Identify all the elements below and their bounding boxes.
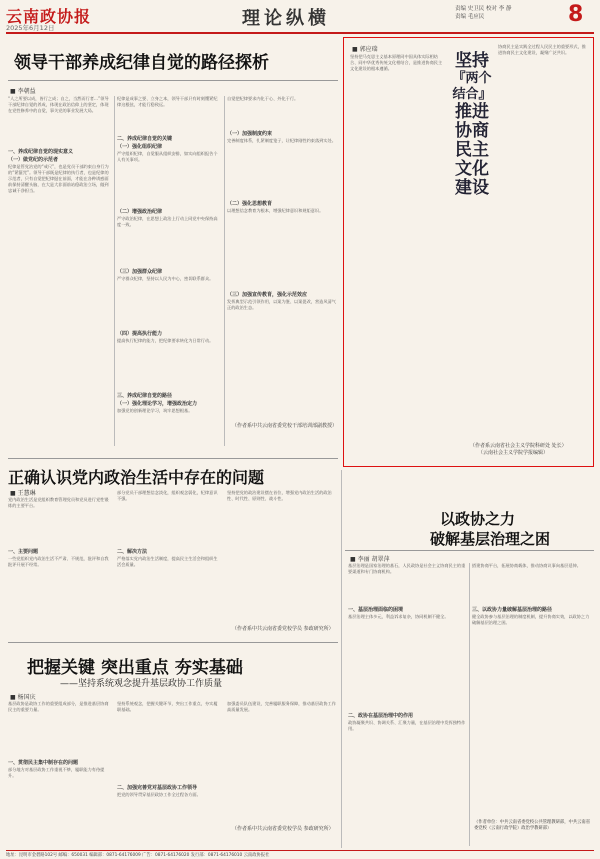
article-body: 自觉把纪律要求内化于心、外化于行。 (227, 96, 299, 101)
divider (8, 458, 338, 459)
section-subhead: 三、养成纪律自觉的路径 (117, 393, 173, 399)
feature-body: 协商民主是实践全过程人民民主的重要形式，推进协商民主文化建设，凝聚广泛共识。 (498, 44, 586, 56)
section-subhead: 一、主要问题 (8, 549, 39, 555)
section-subhead: （一）加强制度约束 (227, 131, 273, 137)
article-body: 严守群众纪律，坚持以人民为中心，密切联系群众。 (117, 276, 214, 281)
section-title: 理论纵横 (242, 8, 330, 29)
masthead-rule (6, 32, 594, 34)
section-subhead: （二）增强政治纪律 (117, 209, 163, 215)
section-subhead: （三）加强宣传教育，强化示范效应 (227, 292, 308, 298)
section-subhead: 一、养成纪律自觉的现实意义 (8, 149, 74, 155)
article-body: 一些党组织党内政治生活不严肃、不规范，批评和自我批评开展不经常。 (8, 556, 109, 568)
feature-title-line: 推进协商民主文化建设 (455, 102, 489, 198)
article-signoff: （作者系中共云南省委党校学员 参政研究所） (232, 826, 334, 832)
section-subhead: 二、政协在基层治理中的作用 (348, 713, 414, 719)
article-body: 坚持把党的政治建设摆在首位，增强党内政治生活的政治性、时代性、原则性、战斗性。 (227, 490, 332, 502)
page-footer: 地址：昆明市金碧路102号 邮编：650031 编辑部：0871-64176009 广告：0871-64176020 发行部：0871-64176010 云南政协报社 (6, 850, 594, 858)
article-author: ■ 杨国庆 (10, 694, 36, 701)
article-body: 纪律是管党治党的“戒尺”，也是党员干部约束自身行为的“紧箍咒”。领导干部既是纪律的执行者，也是纪律的示范者，只有自觉把纪律挺在前面，才能在各种诱惑面前保持清醒头脑，在大是大非面前站稳政治立场，做到忠诚干净担当。 (8, 164, 109, 194)
feature-author: ■ 郭应瑞 (352, 46, 378, 53)
article-body: 基层治理主体多元，利益诉求复杂，协同机制不健全。 (348, 614, 449, 619)
divider (8, 642, 338, 643)
article-signoff: （作者系中共云南省委党校干部培训部副教授） (232, 423, 338, 429)
feature-title (452, 52, 492, 198)
article-body: 严守组织纪律，自觉服从组织安排，如实向组织报告个人有关事项。 (117, 151, 218, 163)
column-rule (469, 563, 470, 846)
article-body: 加强委员队伍建设，完善履职服务保障，推动基层政协工作高质量发展。 (227, 701, 336, 713)
article-title: 正确认识党内政治生活中存在的问题 (8, 468, 265, 487)
section-subhead: （三）加强群众纪律 (117, 269, 163, 275)
article-body: 纪律是成事之要、立身之本，领导干部只有时刻绷紧纪律这根弦，才能行稳致远。 (117, 96, 218, 108)
article-body: 加强党的创新理论学习，筑牢思想根基。 (117, 408, 193, 413)
article-body: 把党的领导贯穿基层政协工作全过程各方面。 (117, 792, 201, 797)
section-subhead: 一、基层治理面临的困境 (348, 607, 404, 613)
article-subtitle: ——坚持系统观念提升基层政协工作质量 (60, 679, 223, 689)
article-body: 发挥典型示范引领作用，以案为鉴、以案促改，营造风清气正的政治生态。 (227, 299, 336, 311)
article-body: 部分党员干部理想信念淡化，组织观念弱化，纪律意识不强。 (117, 490, 218, 502)
section-subhead: （二）强化思想教育 (227, 201, 273, 207)
feature-note: （云南社会主义学院学报编辑） (478, 450, 549, 456)
article-author: ■ 李朝益 (10, 88, 36, 95)
editor-credits (455, 5, 512, 21)
article-body: 党内政治生活是党组织教育管理党员和党员进行党性锻炼的主要平台。 (8, 497, 109, 509)
section-subhead: 三、以政协力量破解基层治理的路径 (472, 607, 553, 613)
page-number: 8 (568, 2, 584, 27)
article-signoff: （作者系中共云南省委党校学员 参政研究所） (232, 626, 334, 632)
article-signoff: （作者单位：中共云南省委党校公共管理教研部，中共云南省委党校（云南行政学院）政治学教研部） (474, 820, 591, 831)
article-body: 严守政治纪律，在思想上政治上行动上同党中央保持高度一致。 (117, 216, 218, 228)
issue-date: 2025年6月12日 (6, 24, 55, 32)
article-body: 搭建协商平台，拓展协商载体，推动协商议事向基层延伸。 (472, 563, 581, 568)
feature-note: （作者系云南省社会主义学院科研处 处长） (470, 443, 567, 449)
section-subhead: 一、贯彻民主集中制存在的问题 (8, 760, 79, 766)
divider (8, 80, 338, 81)
section-subhead: 二、加强完善党对基层政协工作领导 (117, 785, 198, 791)
article-body: “人之所要以成，皆行之成；自之，当然而行者…”领导干部纪律自觉的养成，体现在政治信仰上的坚定，体现在党性修养中的自觉，事关党的事业发展大局。 (8, 96, 109, 114)
article-body: 坚持系统观念，把握关键环节，突出工作重点，夯实履职基础。 (117, 701, 218, 713)
newspaper-logo: 云南政协报 (6, 7, 92, 26)
feature-title-line: 坚持 (455, 51, 489, 71)
column-rule (114, 96, 115, 446)
article-body: 以理想信念教育为根本，增强纪律意识和规矩意识。 (227, 208, 324, 213)
section-subhead: （一）强化组织纪律 (117, 144, 163, 150)
column-rule (341, 470, 342, 848)
article-author: ■ 王慧琳 (10, 490, 36, 497)
editor-line: 责编 毛应民 (455, 14, 485, 20)
article-title: 领导干部养成纪律自觉的路径探析 (14, 53, 269, 73)
article-body: 提高执行纪律的能力，把纪律要求转化为日常行动。 (117, 338, 214, 343)
feature-title-line: 『两个结合』 (452, 71, 492, 102)
article-title-line: 以政协之力 (440, 510, 516, 528)
section-subhead: （一）做党纪的示范者 (8, 157, 59, 163)
section-subhead: 二、养成纪律自觉的关键 (117, 136, 173, 142)
divider (345, 550, 594, 551)
article-title: 把握关键 突出重点 夯实基础 (27, 658, 243, 678)
article-body: 部分地方对基层政协工作重视不够，履职能力有待提升。 (8, 767, 105, 779)
section-subhead: （一）强化理论学习，增强政治定力 (117, 401, 198, 407)
article-title-line: 破解基层治理之困 (430, 530, 551, 548)
feature-body: 坚持把马克思主义基本原理同中国具体实际相结合、同中华优秀传统文化相结合，是推进协商民主文化建设的根本遵循。 (350, 54, 443, 72)
column-rule (224, 96, 225, 446)
article-body: 基层政协是政协工作的重要组成部分，是推进基层协商民主的重要力量。 (8, 701, 109, 713)
section-subhead: 二、解决方法 (117, 549, 148, 555)
article-body: 健全政协参与基层治理的制度机制，提升协商实效，以政协之力破解基层治理之困。 (472, 614, 590, 626)
article-body: 严格落实党内政治生活制度，提高民主生活会和组织生活会质量。 (117, 556, 218, 568)
article-author: ■ 李丽 胡翠萍 (350, 556, 390, 563)
article-body: 完善制度体系，扎紧制度笼子，让纪律刚性约束落到实处。 (227, 138, 336, 143)
section-subhead: （四）提高执行能力 (117, 331, 163, 337)
article-body: 政协凝聚共识、协调关系、汇聚力量，在基层治理中发挥独特作用。 (348, 720, 466, 732)
article-body: 基层治理是国家治理的基石，人民政协是社会主义协商民主的重要渠道和专门协商机构。 (348, 563, 466, 575)
editor-line: 责编 史卫民 校对 李 静 (455, 6, 512, 12)
